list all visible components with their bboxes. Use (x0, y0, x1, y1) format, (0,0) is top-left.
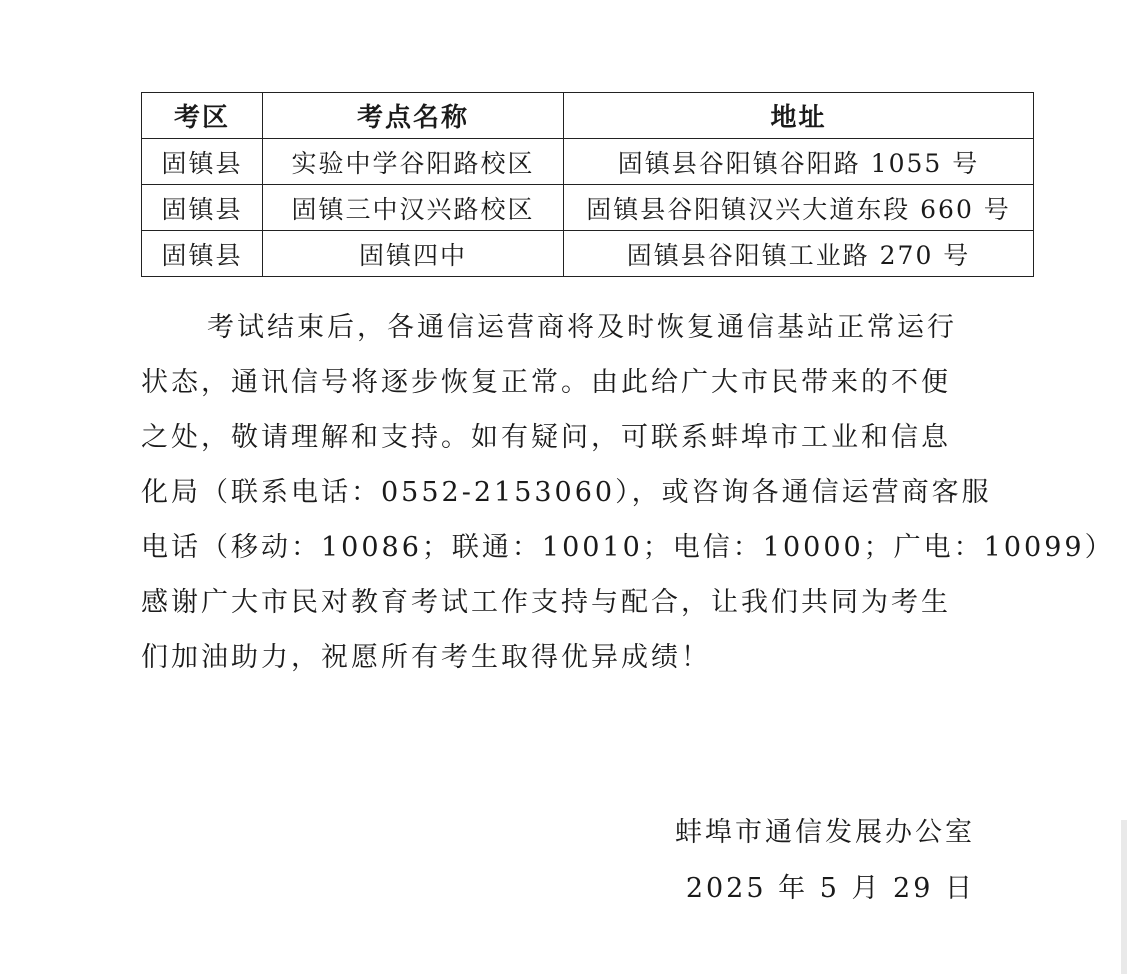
cell-address: 固镇县谷阳镇工业路 270 号 (564, 231, 1034, 277)
notice-line: 感谢广大市民对教育考试工作支持与配合，让我们共同为考生 (141, 587, 951, 618)
notice-line: 化局（联系电话：0552-2153060），或咨询各通信运营商客服 (141, 477, 992, 508)
notice-paragraph (141, 300, 1115, 685)
cell-address: 固镇县谷阳镇谷阳路 1055 号 (564, 139, 1034, 185)
column-header-district: 考区 (142, 93, 263, 139)
cell-district: 固镇县 (142, 185, 263, 231)
notice-line: 电话（移动：10086；联通：10010；电信：10000；广电：10099） (141, 532, 1115, 563)
page-edge-divider (1121, 820, 1127, 974)
column-header-address: 地址 (564, 93, 1034, 139)
table-row (142, 139, 1034, 185)
signature-block (675, 805, 975, 917)
cell-site: 固镇四中 (263, 231, 564, 277)
notice-line: 们加油助力，祝愿所有考生取得优异成绩！ (141, 642, 711, 673)
cell-site: 固镇三中汉兴路校区 (263, 185, 564, 231)
notice-line: 考试结束后，各通信运营商将及时恢复通信基站正常运行 (207, 312, 957, 343)
cell-district: 固镇县 (142, 231, 263, 277)
issuing-organization: 蚌埠市通信发展办公室 (675, 817, 975, 848)
table-row (142, 231, 1034, 277)
table-header-row (142, 93, 1034, 139)
issue-date: 2025 年 5 月 29 日 (685, 873, 975, 904)
exam-site-table (141, 92, 1034, 277)
notice-line: 之处，敬请理解和支持。如有疑问，可联系蚌埠市工业和信息 (141, 422, 951, 453)
cell-site: 实验中学谷阳路校区 (263, 139, 564, 185)
table-row (142, 185, 1034, 231)
notice-line: 状态，通讯信号将逐步恢复正常。由此给广大市民带来的不便 (141, 367, 951, 398)
cell-district: 固镇县 (142, 139, 263, 185)
column-header-site: 考点名称 (263, 93, 564, 139)
cell-address: 固镇县谷阳镇汉兴大道东段 660 号 (564, 185, 1034, 231)
